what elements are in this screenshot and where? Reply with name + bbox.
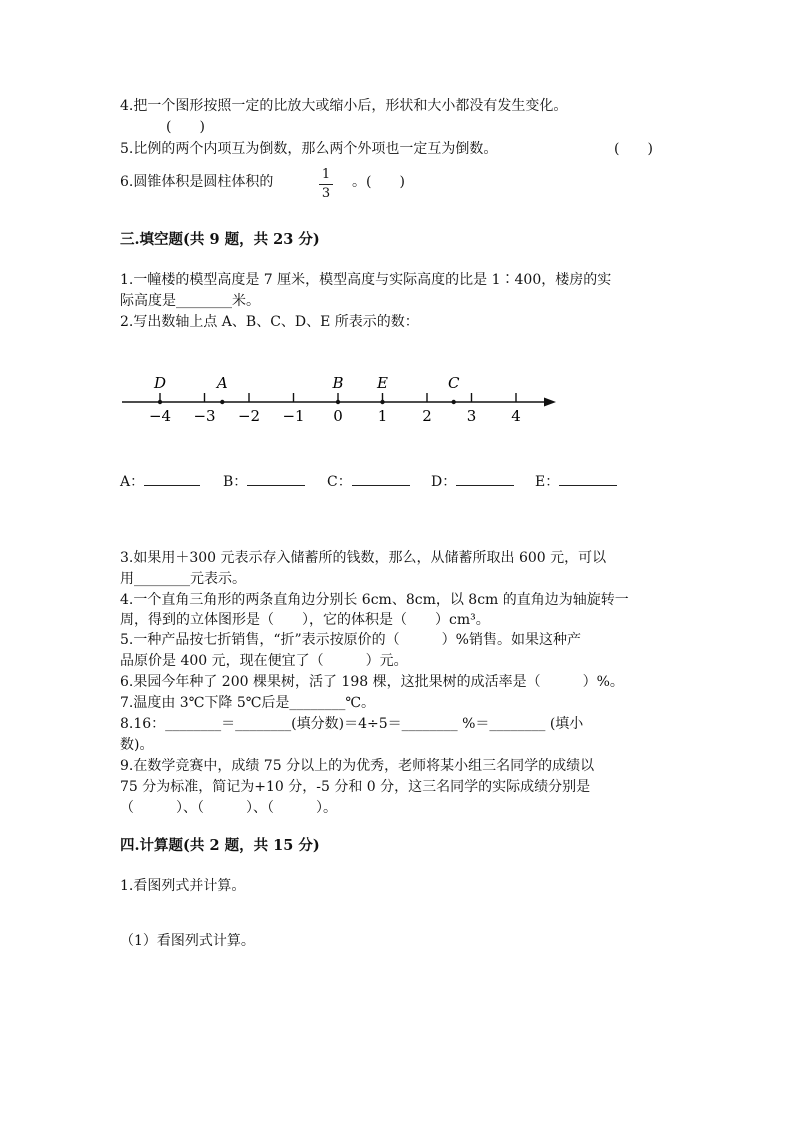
judge-q6-prefix: 6.圆锥体积是圆柱体积的	[120, 174, 274, 190]
section-title-calc: 四.计算题(共 2 题，共 15 分)	[120, 837, 320, 854]
fill-q4-line1: 4.一个直角三角形的两条直角边分别长 6cm、8cm，以 8cm 的直角边为轴旋转一	[120, 592, 629, 608]
number-line-point-label: A	[216, 374, 228, 392]
number-line-tick-label: −4	[148, 407, 172, 425]
answer-e-label: E：	[535, 474, 560, 490]
answer-e-blank[interactable]	[559, 485, 617, 486]
number-line-point	[336, 400, 340, 404]
number-line-figure	[110, 362, 570, 432]
section-title-fill: 三.填空题(共 9 题，共 23 分)	[120, 231, 320, 248]
number-line-tick-label: 3	[466, 407, 477, 425]
judge-q4-line1: 4.把一个图形按照一定的比放大或缩小后，形状和大小都没有发生变化。	[120, 98, 568, 114]
number-line-tick-label: −1	[282, 407, 305, 425]
fill-q8-line2: 数)。	[120, 737, 154, 753]
fill-q1-line1: 1.一幢楼的模型高度是 7 厘米，模型高度与实际高度的比是 1∶400，楼房的实	[120, 272, 612, 288]
answer-d-label: D：	[431, 474, 457, 490]
number-line-point	[220, 400, 224, 404]
fill-q7: 7.温度由 3℃下降 5℃后是________℃。	[120, 695, 376, 711]
fill-q1-line2: 际高度是________米。	[120, 293, 260, 309]
fill-q8-line1: 8.16：________＝________(填分数)＝4÷5＝________ %＝________ (填小	[120, 716, 584, 732]
answer-d-blank[interactable]	[456, 485, 514, 486]
answer-a-label: A：	[120, 474, 145, 490]
fraction-denominator: 3	[321, 186, 331, 201]
fill-q3-line2: 用________元表示。	[120, 571, 246, 587]
calc-q1-sub: （1）看图列式计算。	[120, 933, 255, 949]
fill-q9-line1: 9.在数学竞赛中，成绩 75 分以上的为优秀，老师将某小组三名同学的成绩以	[120, 758, 595, 774]
answer-c	[327, 472, 410, 492]
fill-q9-line3: （ ）、（ ）、（ ）。	[120, 800, 337, 816]
number-line-point	[158, 400, 162, 404]
answer-a-blank[interactable]	[144, 485, 200, 486]
fill-q5-line2: 品原价是 400 元，现在便宜了（ ）元。	[120, 653, 408, 669]
number-line-point	[380, 400, 384, 404]
number-line-arrow	[544, 398, 556, 407]
fraction-numerator: 1	[321, 167, 331, 182]
judge-q5-answer-paren: ( )	[614, 141, 653, 157]
fill-q4-line2: 周，得到的立体图形是（ ），它的体积是（ ）cm³。	[120, 612, 490, 628]
number-line-point-label: C	[447, 374, 460, 392]
fill-q2: 2.写出数轴上点 A、B、C、D、E 所表示的数：	[120, 314, 419, 330]
answer-b	[223, 472, 305, 492]
answer-d	[431, 472, 514, 492]
number-line-point-label: D	[153, 374, 167, 392]
fraction-bar	[319, 184, 333, 185]
answer-e	[535, 472, 617, 492]
judge-q5: 5.比例的两个内项互为倒数，那么两个外项也一定互为倒数。	[120, 141, 498, 157]
number-line-tick-label: 4	[511, 407, 521, 425]
answer-b-blank[interactable]	[247, 485, 305, 486]
fill-q3-line1: 3.如果用＋300 元表示存入储蓄所的钱数，那么，从储蓄所取出 600 元，可以	[120, 550, 607, 566]
fill-q6: 6.果园今年种了 200 棵果树，活了 198 棵，这批果树的成活率是（ ）%。	[120, 674, 624, 690]
judge-q6-suffix: 。( )	[352, 174, 405, 190]
answer-c-blank[interactable]	[352, 485, 410, 486]
answer-a	[120, 472, 200, 492]
number-line-tick-label: −3	[193, 407, 216, 425]
number-line-point	[452, 400, 456, 404]
answer-c-label: C：	[327, 474, 352, 490]
number-line-tick-label: −2	[237, 407, 261, 425]
judge-q4-answer-paren: ( )	[166, 119, 205, 135]
number-line-tick-label: 0	[333, 407, 343, 425]
calc-q1: 1.看图列式并计算。	[120, 878, 246, 894]
answer-b-label: B：	[223, 474, 248, 490]
number-line-tick-label: 2	[422, 407, 432, 425]
number-line-point-label: E	[377, 374, 388, 392]
number-line-point-label: B	[332, 374, 344, 392]
fill-q5-line1: 5.一种产品按七折销售，“折”表示按原价的（ ）%销售。如果这种产	[120, 632, 581, 648]
fraction-one-third	[316, 168, 336, 201]
number-line-tick-label: 1	[377, 407, 388, 425]
fill-q9-line2: 75 分为标准，简记为+10 分，-5 分和 0 分，这三名同学的实际成绩分别是	[120, 779, 591, 795]
